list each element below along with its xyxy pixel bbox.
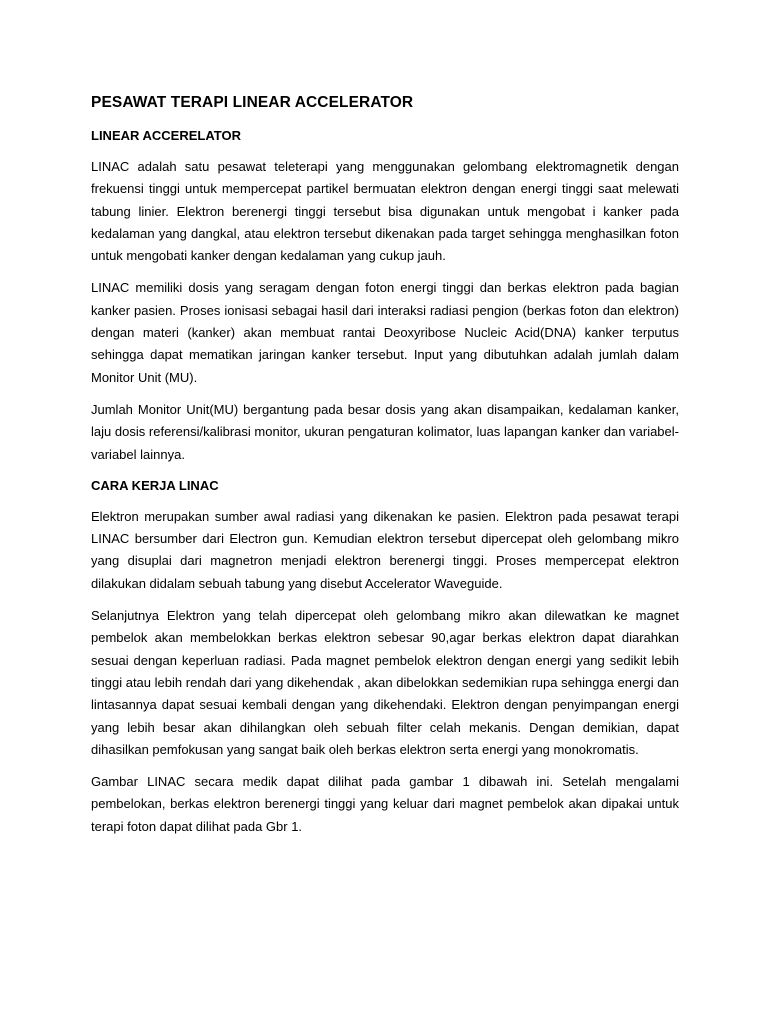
- section-heading-linear-accelerator: LINEAR ACCERELATOR: [91, 128, 241, 143]
- paragraph-monitor-unit: Jumlah Monitor Unit(MU) bergantung pada besar dosis yang akan disampaikan, kedalaman kanker, laju dosis referensi/kalibrasi monitor, ukuran pengaturan kolimator, luas lapangan kanker dan variabel-variabel lainnya.: [91, 401, 679, 462]
- document-body: [91, 92, 679, 848]
- paragraph-figure-reference: Gambar LINAC secara medik dapat dilihat pada gambar 1 dibawah ini. Setelah mengalami pembelokan, berkas elektron berenergi tinggi yang keluar dari magnet pembelok akan dipakai untuk terapi foton dapat dilihat pada Gbr 1.: [91, 774, 679, 834]
- paragraph-bending-magnet: Selanjutnya Elektron yang telah dipercepat oleh gelombang mikro akan dilewatkan ke magnet pembelok akan membelokkan berkas elektron sebesar 90,agar berkas elektron dapat diarahkan sesuai dengan keperluan radiasi. Pada magnet pembelok elektron dengan energi yang sedikit lebih tinggi atau lebih rendah dari yang dikehendak , akan dibelokkan sedemikian rupa sehingga energi dan lintasannya dapat sesuai kembali dengan yang dikehendaki. Elektron dengan penyimpangan energi yang lebih besar akan dihilangkan oleh sebuah filter celah mekanis. Dengan demikian, dapat dihasilkan pemfokusan yang sangat baik oleh berkas elektron serta energi yang monokromatis.: [91, 608, 679, 757]
- paragraph-linac-dose: LINAC memiliki dosis yang seragam dengan foton energi tinggi dan berkas elektron pada bagian kanker pasien. Proses ionisasi sebagai hasil dari interaksi radiasi pengion (berkas foton dan elektron) dengan materi (kanker) akan membuat rantai Deoxyribose Nucleic Acid(DNA) kanker terputus sehingga dapat mematikan jaringan kanker tersebut. Input yang dibutuhkan adalah jumlah dalam Monitor Unit (MU).: [91, 280, 679, 385]
- document-title: PESAWAT TERAPI LINEAR ACCELERATOR: [91, 94, 414, 111]
- paragraph-electron-source: Elektron merupakan sumber awal radiasi yang dikenakan ke pasien. Elektron pada pesawat terapi LINAC bersumber dari Electron gun. Kemudian elektron tersebut dipercepat oleh gelombang mikro yang disuplai dari magnetron menjadi elektron berenergi tinggi. Proses mempercepat elektron dilakukan didalam sebuah tabung yang disebut Accelerator Waveguide.: [91, 508, 679, 591]
- section-heading-cara-kerja: CARA KERJA LINAC: [91, 477, 219, 493]
- section-linear-accelerator: [91, 126, 679, 466]
- section-cara-kerja-linac: [91, 476, 679, 838]
- paragraph-linac-definition: LINAC adalah satu pesawat teleterapi yang menggunakan gelombang elektromagnetik dengan frekuensi tinggi untuk mempercepat partikel bermuatan elektron dengan energi tinggi saat melewati tabung linier. Elektron berenergi tinggi tersebut bisa digunakan untuk mengobat i kanker pada kedalaman yang dangkal, atau elektron tersebut dikenakan pada target sehingga menghasilkan foton untuk mengobati kanker dengan kedalaman yang cukup jauh.: [91, 159, 679, 264]
